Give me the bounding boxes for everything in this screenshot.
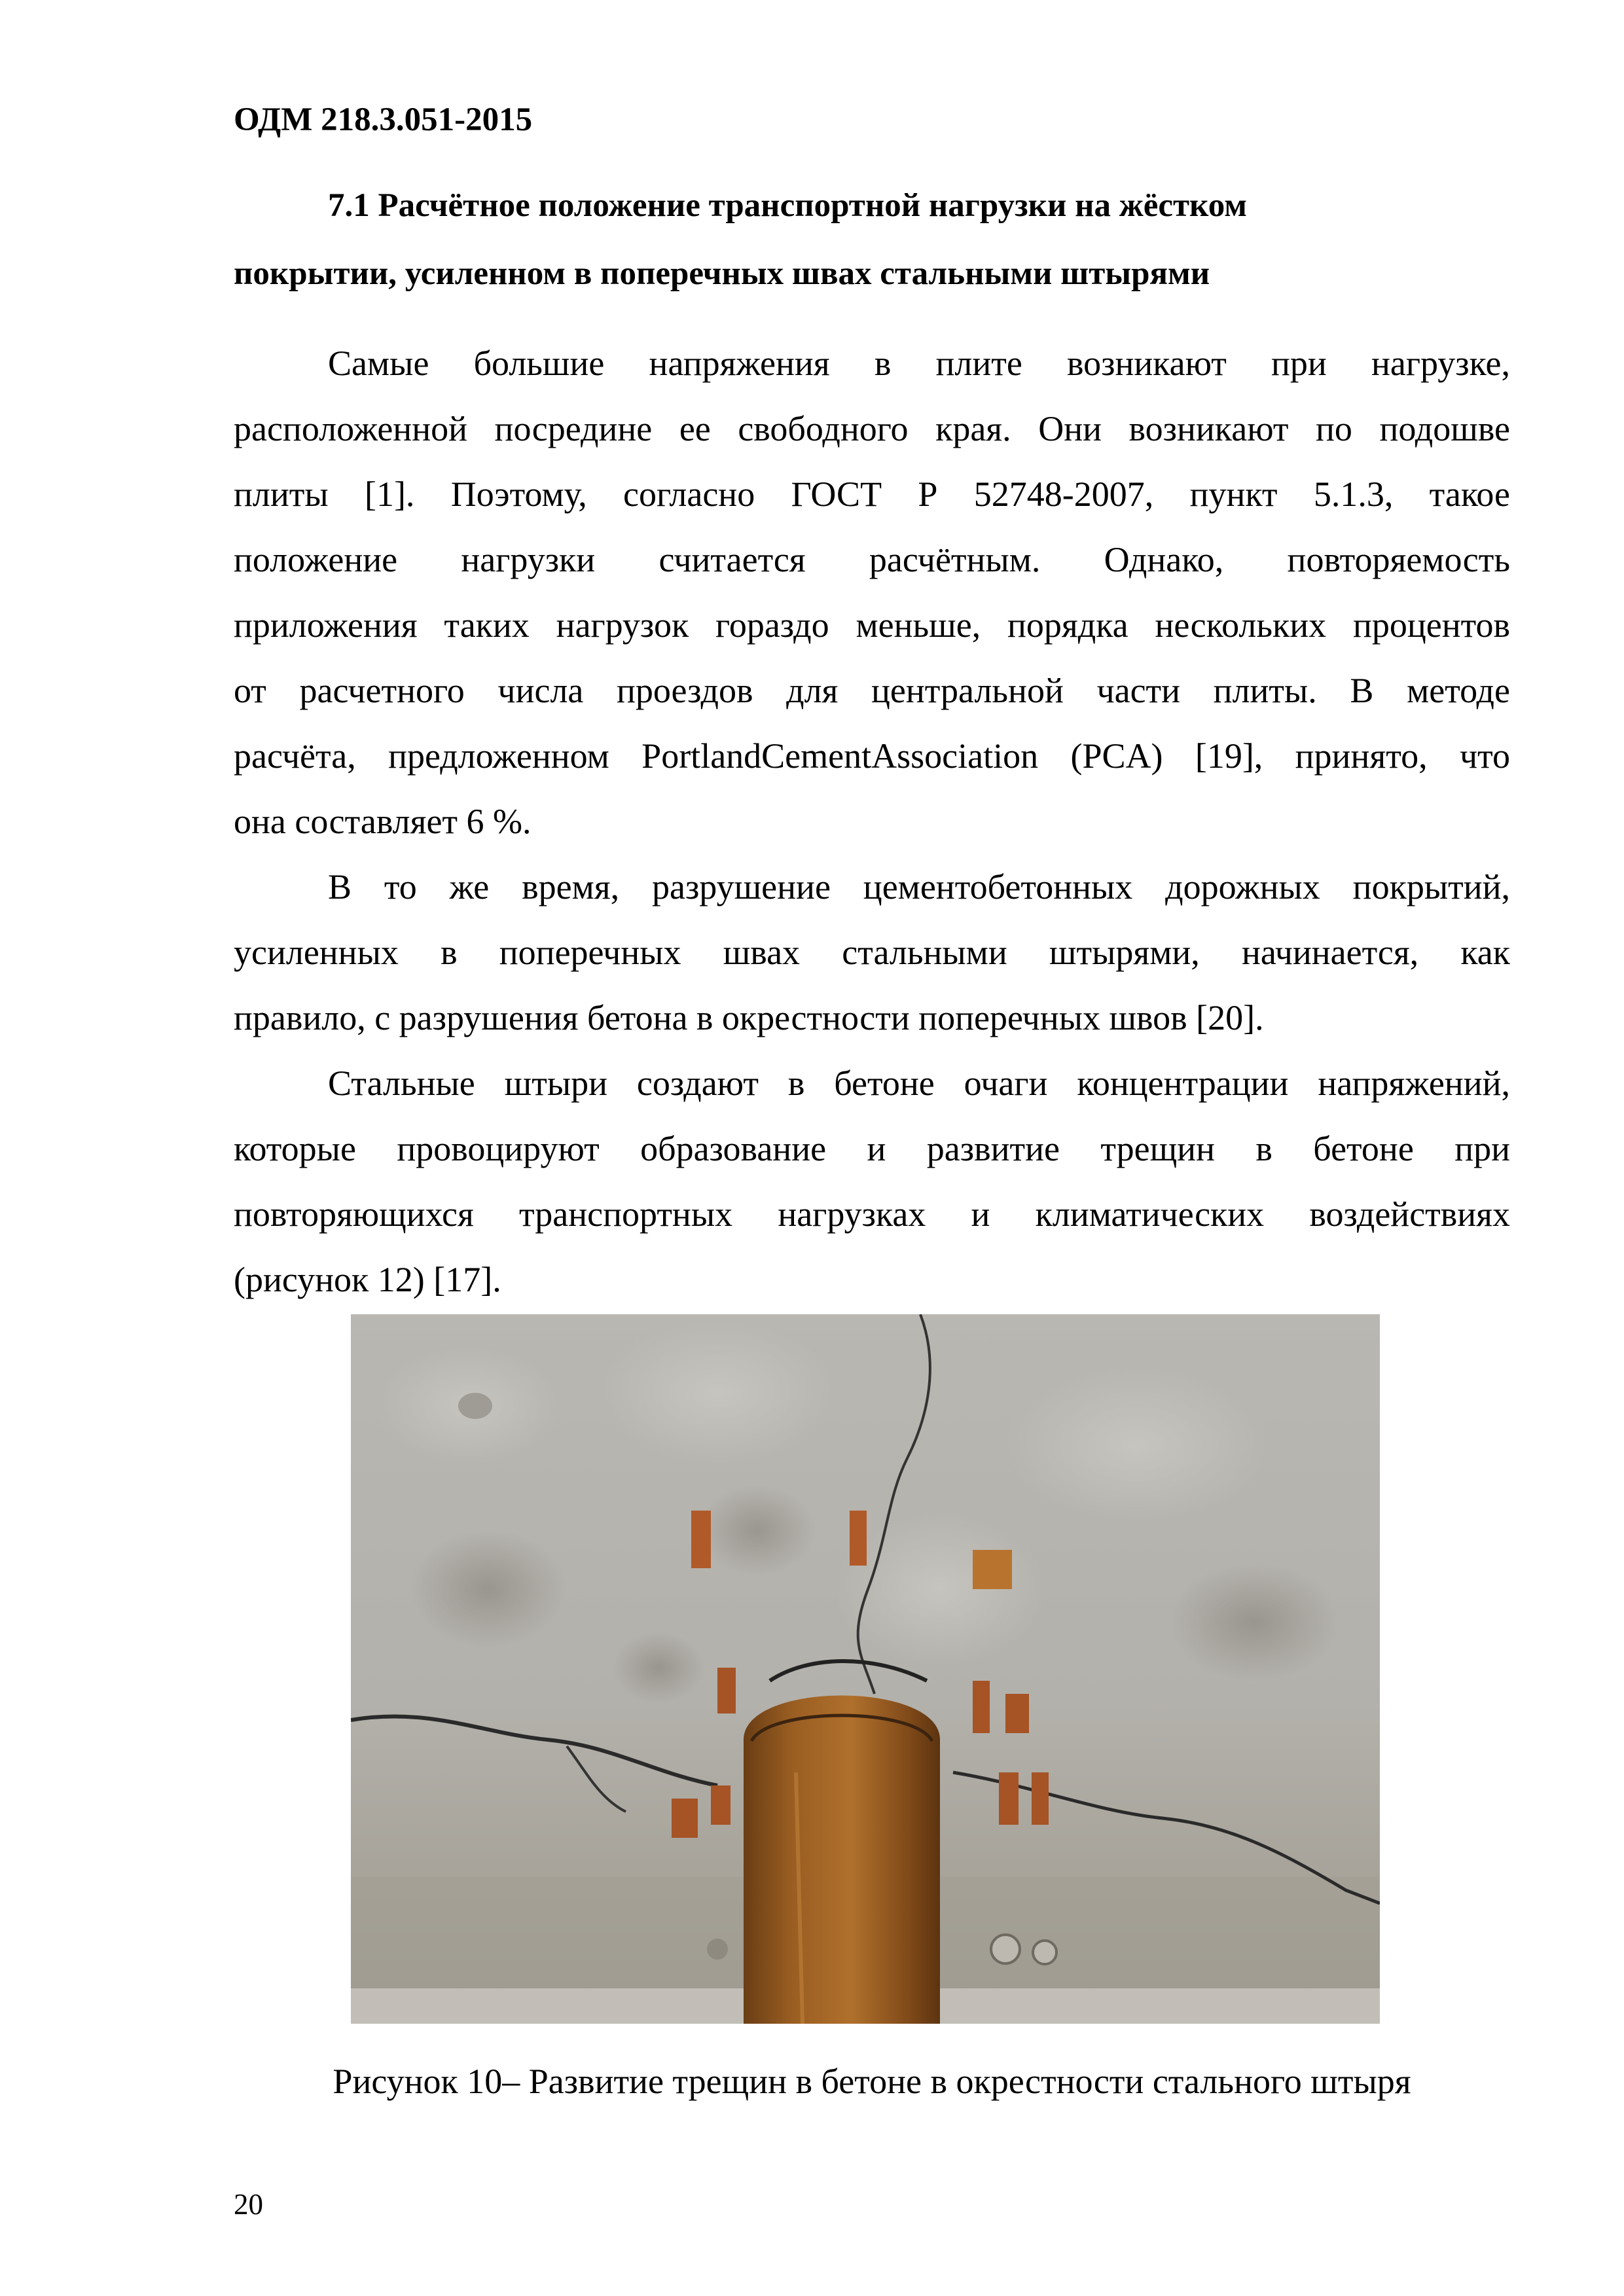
paragraph-line: (рисунок 12) [17]. — [234, 1260, 501, 1299]
page-number: 20 — [234, 2188, 263, 2221]
paragraph-line: положение нагрузки считается расчётным. Однако, повторяемость — [234, 540, 1510, 579]
paragraph-1 — [234, 331, 1510, 854]
paragraph-line: она составляет 6 %. — [234, 802, 532, 841]
paragraph-line: Самые большие напряжения в плите возникают при нагрузке, — [328, 344, 1510, 383]
paragraph-line: повторяющихся транспортных нагрузках и климатических воздействиях — [234, 1194, 1510, 1234]
figure-caption: Рисунок 10– Развитие трещин в бетоне в окрестности стального штыря — [333, 2062, 1411, 2101]
paragraph-line: от расчетного числа проездов для центральной части плиты. В методе — [234, 671, 1510, 710]
paragraph-line: плиты [1]. Поэтому, согласно ГОСТ Р 52748-2007, пункт 5.1.3, такое — [234, 475, 1510, 514]
paragraph-line: правило, с разрушения бетона в окрестности поперечных швов [20]. — [234, 998, 1264, 1037]
paragraph-2 — [234, 854, 1510, 1050]
section-title-line-2: покрытии, усиленном в поперечных швах стальными штырями — [234, 255, 1210, 292]
paragraph-line: усиленных в поперечных швах стальными штырями, начинается, как — [234, 933, 1510, 972]
paragraph-3 — [234, 1050, 1510, 1312]
paragraph-line: которые провоцируют образование и развитие трещин в бетоне при — [234, 1129, 1510, 1168]
paragraph-line: расчёта, предложенном PortlandCementAssociation (PCA) [19], принято, что — [234, 736, 1510, 776]
section-title-line-1: 7.1 Расчётное положение транспортной нагрузки на жёстком — [328, 187, 1248, 224]
paragraph-line: В то же время, разрушение цементобетонных дорожных покрытий, — [328, 867, 1510, 906]
figure-photo-concrete-crack — [351, 1314, 1380, 2024]
paragraph-line: Стальные штыри создают в бетоне очаги концентрации напряжений, — [328, 1064, 1510, 1103]
paragraph-line: расположенной посредине ее свободного края. Они возникают по подошве — [234, 409, 1510, 448]
section-title — [234, 171, 1510, 308]
document-code: ОДМ 218.3.051-2015 — [234, 101, 533, 138]
paragraph-line: приложения таких нагрузок гораздо меньше, порядка нескольких процентов — [234, 605, 1510, 645]
